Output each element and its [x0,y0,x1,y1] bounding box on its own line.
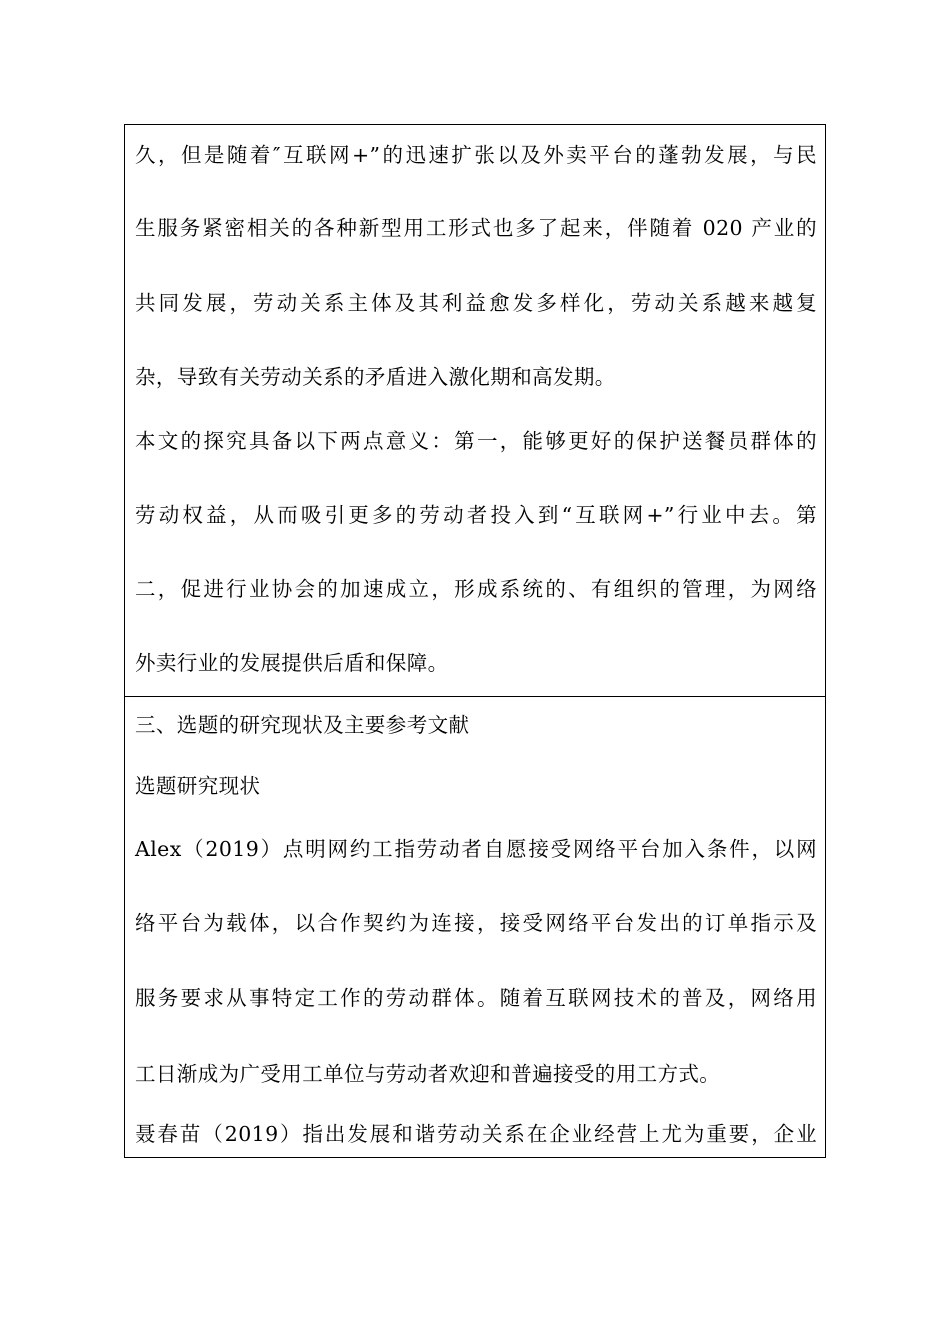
text-line: 杂，导致有关劳动关系的矛盾进入激化期和高发期。 [135,365,616,389]
table-cell-significance [125,125,825,697]
text-line: Alex（2019）点明网约工指劳动者自愿接受网络平台加入条件，以网 [135,837,817,861]
text-line: 二，促进行业协会的加速成立，形成系统的、有组织的管理，为网络 [135,577,817,601]
text-line: 聂春苗（2019）指出发展和谐劳动关系在企业经营上尤为重要，企业 [135,1122,817,1146]
text-line: 服务要求从事特定工作的劳动群体。随着互联网技术的普及，网络用 [135,986,817,1010]
table-cell-research-status [125,697,825,1157]
text-line: 外卖行业的发展提供后盾和保障。 [135,651,449,675]
text-line: 生服务紧密相关的各种新型用工形式也多了起来，伴随着 020 产业的 [135,216,817,240]
document-table [124,124,826,1158]
text-line: 共同发展，劳动关系主体及其利益愈发多样化，劳动关系越来越复 [135,291,817,315]
text-line: 本文的探究具备以下两点意义：第一，能够更好的保护送餐员群体的 [135,429,817,453]
text-line: 络平台为载体，以合作契约为连接，接受网络平台发出的订单指示及 [135,911,817,935]
text-line: 工日渐成为广受用工单位与劳动者欢迎和普遍接受的用工方式。 [135,1062,721,1086]
section-heading: 三、选题的研究现状及主要参考文献 [135,713,470,737]
text-line: 久，但是随着″互联网+”的迅速扩张以及外卖平台的蓬勃发展，与民 [135,143,817,167]
text-line: 劳动权益，从而吸引更多的劳动者投入到“互联网+”行业中去。第 [135,503,817,527]
subsection-heading: 选题研究现状 [135,774,261,798]
